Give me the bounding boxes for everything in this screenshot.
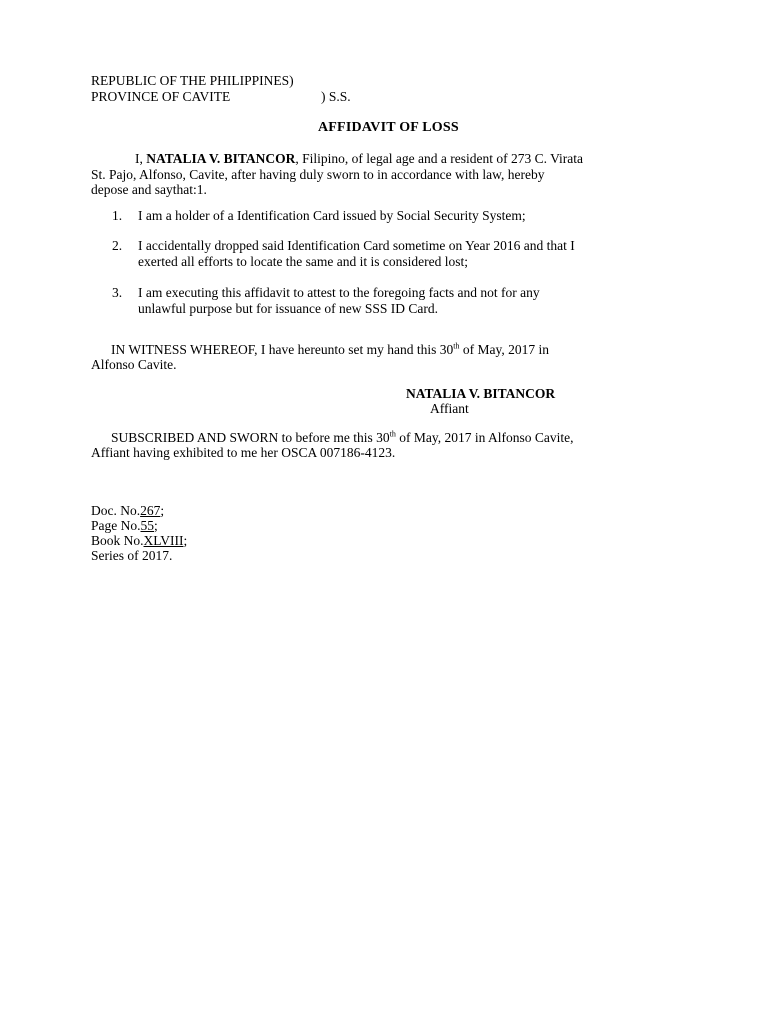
page-no-label: Page No.	[91, 518, 141, 533]
notary-book-no	[91, 533, 187, 549]
witness-line-2: Alfonso Cavite.	[91, 357, 177, 372]
header-republic	[91, 73, 294, 89]
witness-line-1	[111, 342, 549, 358]
doc-no-end: ;	[160, 503, 165, 518]
intro-prefix: I,	[135, 151, 147, 166]
list-item-number: 1.	[112, 208, 123, 223]
intro-line-1	[135, 151, 583, 167]
list-item-line: I am a holder of a Identification Card issued by Social Security System;	[138, 208, 526, 223]
notary-doc-no	[91, 503, 164, 519]
notary-series: Series of 2017.	[91, 548, 173, 563]
list-item	[90, 208, 526, 224]
header-province	[91, 89, 230, 105]
intro-line-2: St. Pajo, Alfonso, Cavite, after having duly sworn to in accordance with law, hereby	[91, 167, 545, 182]
signature-name: NATALIA V. BITANCOR	[406, 386, 556, 401]
intro-line-3: depose and saythat:1.	[91, 182, 207, 197]
header-ss	[321, 89, 351, 105]
book-no-value: XLVIII	[143, 533, 184, 548]
list-item-line: I am executing this affidavit to attest to the foregoing facts and not for any	[138, 285, 540, 300]
list-item	[90, 238, 575, 270]
subscribed-line-1	[111, 430, 573, 446]
book-no-end: ;	[183, 533, 188, 548]
affiant-name-inline: NATALIA V. BITANCOR	[146, 151, 296, 166]
subscribed-line-2: Affiant having exhibited to me her OSCA 007186-4123.	[91, 445, 396, 460]
page-no-value: 55	[140, 518, 154, 533]
notary-page-no	[91, 518, 158, 534]
page-no-end: ;	[154, 518, 158, 533]
list-item-line: unlawful purpose but for issuance of new SSS ID Card.	[138, 301, 438, 316]
witness-text-2: of May, 2017 in	[459, 342, 549, 357]
intro-line-1-rest: , Filipino, of legal age and a resident of 273 C. Virata	[295, 151, 584, 166]
doc-no-label: Doc. No.	[91, 503, 141, 518]
list-item	[90, 285, 540, 317]
list-item-number: 2.	[112, 238, 123, 253]
book-no-label: Book No.	[91, 533, 144, 548]
signature-role: Affiant	[430, 401, 469, 416]
list-item-number: 3.	[112, 285, 123, 300]
document-title: AFFIDAVIT OF LOSS	[318, 120, 459, 135]
subscribed-text-2: of May, 2017 in Alfonso Cavite,	[395, 430, 574, 445]
subscribed-text-1: SUBSCRIBED AND SWORN to before me this 30	[111, 430, 390, 445]
header-ss-text: ) S.S.	[321, 89, 351, 104]
header-province-text: PROVINCE OF CAVITE	[91, 89, 231, 104]
list-item-line: I accidentally dropped said Identification Card sometime on Year 2016 and that I	[138, 238, 575, 253]
witness-text-1: IN WITNESS WHEREOF, I have hereunto set my hand this 30	[111, 342, 454, 357]
list-item-line: exerted all efforts to locate the same and it is considered lost;	[138, 254, 469, 269]
witness-ordinal: th	[453, 341, 460, 351]
header-republic-text: REPUBLIC OF THE PHILIPPINES)	[91, 73, 294, 88]
subscribed-ordinal: th	[389, 429, 396, 439]
doc-no-value: 267	[140, 503, 161, 518]
